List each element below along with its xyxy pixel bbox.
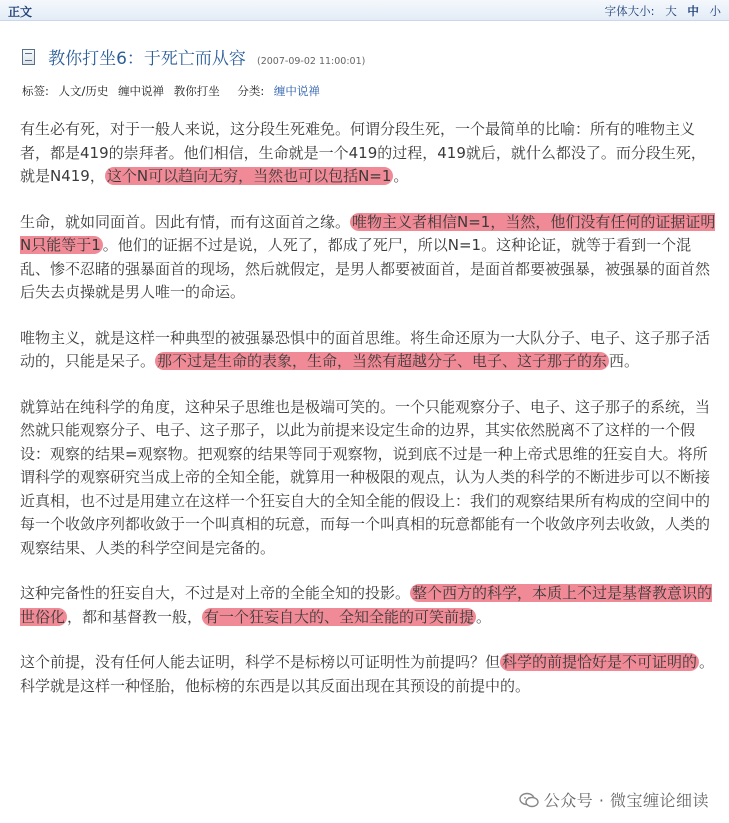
paragraph (20, 211, 720, 305)
font-size-control (605, 3, 721, 19)
paragraph (20, 582, 720, 629)
text-segment: ，都和基督教一般， (67, 607, 203, 626)
font-size-label: 字体大小: (604, 4, 655, 18)
title-row (22, 44, 365, 68)
text-segment: 这个前提，没有任何人能去证明，科学不是标榜以可证明性为前提吗？但 (20, 653, 501, 671)
category-label: 分类: (237, 84, 265, 98)
font-size-medium-option[interactable]: 中 (687, 4, 699, 18)
category-link[interactable]: 缠中说禅 (273, 84, 320, 98)
tag-item[interactable]: 缠中说禅 (118, 84, 165, 98)
paragraph (20, 396, 720, 561)
top-bar (0, 0, 729, 21)
tags-label: 标签: (22, 84, 49, 98)
text-segment: 这种完备性的狂妄自大，不过是对上帝的全能全知的投影。 (20, 584, 411, 602)
article-meta (22, 83, 326, 99)
document-icon (22, 49, 35, 65)
highlighted-text: 唯物主义者相信N=1，当然，他们没有任何的证据证明N只能等于1 (20, 212, 716, 254)
watermark (519, 788, 709, 811)
highlighted-text: 这个N可以趋向无穷，当然也可以包括N=1 (106, 167, 392, 185)
article-date: (2007-09-02 11:00:01) (257, 56, 366, 67)
highlighted-text: 那不过是生命的表象，生命，当然有超越分子、电子、这子那子的东 (157, 352, 608, 370)
wechat-icon (519, 792, 539, 808)
text-segment: 。科学就是这样一种怪胎，他标榜的东西是以其反面出现在其预设的前提中的。 (20, 653, 715, 695)
text-segment: 唯物主义，就是这样一种典型的被强暴恐惧中的面首思维。将生命还原为一大队分子、电子、这子那子活动的，只能是呆子。 (20, 328, 711, 370)
paragraph (20, 327, 720, 374)
highlighted-text: 整个西方的科学，本质上不过是基督教意识的世俗化 (20, 584, 713, 626)
text-segment: 西。 (609, 352, 640, 370)
watermark-text: 公众号 · 微宝缠论细读 (543, 791, 709, 810)
text-segment: 有生必有死，对于一般人来说，这分段生死难免。何谓分段生死，一个最简单的比喻：所有的唯物主义者，都是419的崇拜者。他们相信，生命就是一个419的过程，419就后，就什么都没了。而分段生死，就是N419， (20, 120, 706, 185)
text-segment: 。他们的证据不过是说，人死了，都成了死尸，所以N=1。这种论证，就等于看到一个混乱、惨不忍睹的强暴面首的现场，然后就假定，是男人都要被面首，是面首都要被强暴，被强暴的面首然后失去贞操就是男人唯一的命运。 (20, 236, 711, 301)
tag-item[interactable]: 教你打坐 (173, 84, 220, 98)
paragraph (20, 651, 720, 698)
text-segment: 。 (393, 167, 409, 185)
font-size-large-option[interactable]: 大 (665, 4, 677, 18)
highlighted-text: 有一个狂妄自大的、全知全能的可笑前提 (204, 607, 475, 626)
tag-item[interactable]: 人文/历史 (58, 84, 109, 98)
paragraph (20, 118, 720, 189)
article-body (20, 118, 720, 720)
text-segment: 。 (476, 607, 492, 626)
article-title: 教你打坐6：于死亡而从容 (48, 49, 246, 69)
highlighted-text: 科学的前提恰好是不可证明的 (502, 653, 698, 671)
section-label: 正文 (8, 5, 33, 19)
font-size-small-option[interactable]: 小 (709, 4, 721, 18)
text-segment: 就算站在纯科学的角度，这种呆子思维也是极端可笑的。一个只能观察分子、电子、这子那子的系统，当然就只能观察分子、电子、这子那子，以此为前提来设定生命的边界，其实依然脱离不了这样的一个假设：观察的结果=观察物。把观察的结果等同于观察物，说到底不过是一种上帝式思维的狂妄自大。将所谓科学的观察研究当成上帝的全知全能，就算用一种极限的观点，认为人类的科学的不断进步可以不断接近真相，也不过是用建立在这样一个狂妄自大的全知全能的假设上：我们的观察结果所有构成的空间中的每一个收敛序列都收敛于一个叫真相的玩意，而每一个叫真相的玩意都能有一个收敛序列去收敛，人类的观察结果、人类的科学空间是完备的。 (20, 397, 711, 557)
text-segment: 生命，就如同面首。因此有情，而有这面首之缘。 (20, 212, 351, 231)
